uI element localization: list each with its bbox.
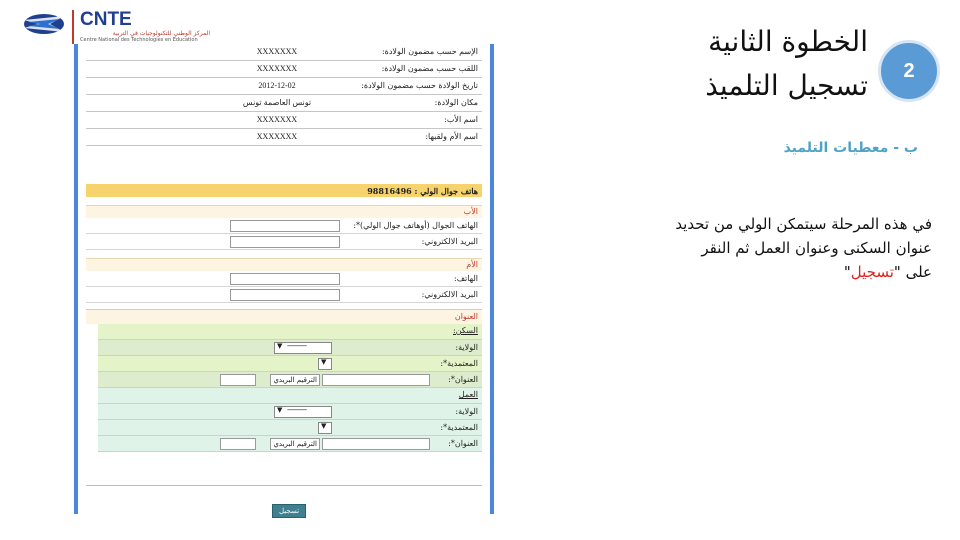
home-delegation-label: المعتمدية*: bbox=[440, 359, 478, 368]
father-section-heading bbox=[86, 205, 482, 218]
guardian-phone-text: هاتف جوال الولي : 98816496 bbox=[367, 186, 478, 196]
work-zip-input[interactable] bbox=[220, 438, 256, 450]
info-row-last-name bbox=[86, 61, 482, 78]
home-zip-label: الترقيم البريدي bbox=[270, 374, 320, 386]
father-mobile-input[interactable] bbox=[230, 220, 340, 232]
address-section-heading bbox=[86, 309, 482, 324]
info-label: اسم الأب: bbox=[444, 115, 478, 124]
work-label: العمل bbox=[458, 390, 478, 399]
mother-phone-input[interactable] bbox=[230, 273, 340, 285]
address-heading-text: العنوان bbox=[454, 312, 478, 321]
info-label: الإسم حسب مضمون الولادة: bbox=[381, 47, 478, 56]
instruction-text-part1: في هذه المرحلة سيتمكن الولي من تحديد عنوان السكنى وعنوان العمل ثم النقر على " bbox=[675, 215, 932, 281]
mother-phone-row bbox=[86, 271, 482, 287]
work-state-row bbox=[98, 404, 482, 420]
father-email-row bbox=[86, 234, 482, 250]
chevron-down-icon: ▼ bbox=[277, 342, 283, 350]
step-number-badge: 2 bbox=[878, 40, 940, 102]
cnte-emblem-icon bbox=[20, 10, 68, 38]
home-delegation-row bbox=[98, 356, 482, 372]
info-value: XXXXXXX bbox=[256, 115, 298, 124]
work-state-label: الولاية: bbox=[455, 407, 478, 416]
instruction-highlight: تسجيل bbox=[850, 263, 894, 281]
home-zip-input[interactable] bbox=[220, 374, 256, 386]
home-delegation-select[interactable] bbox=[318, 358, 332, 370]
work-address-input[interactable] bbox=[322, 438, 430, 450]
work-address-row bbox=[98, 436, 482, 452]
work-address-label: العنوان*: bbox=[448, 439, 478, 448]
mother-email-row bbox=[86, 287, 482, 303]
home-state-select[interactable] bbox=[274, 342, 332, 354]
info-value: تونس العاصمة تونس bbox=[242, 98, 312, 107]
father-email-label: البريد الالكتروني: bbox=[421, 237, 478, 246]
registration-form-frame bbox=[74, 44, 494, 514]
info-row-birth-place bbox=[86, 95, 482, 112]
logo-subtitle-fr: Centre National des Technologies en Education bbox=[80, 37, 198, 43]
select-placeholder: -------------- bbox=[287, 406, 307, 414]
chevron-down-icon: ▼ bbox=[321, 358, 327, 366]
mother-section-heading bbox=[86, 258, 482, 271]
step-title-line1: الخطوة الثانية bbox=[708, 25, 868, 58]
mother-email-input[interactable] bbox=[230, 289, 340, 301]
chevron-down-icon: ▼ bbox=[277, 406, 283, 414]
step-title-line2: تسجيل التلميذ bbox=[705, 69, 868, 102]
instruction-text bbox=[672, 212, 932, 284]
home-state-label: الولاية: bbox=[455, 343, 478, 352]
register-button[interactable]: تسجيل bbox=[272, 504, 306, 518]
home-address-row bbox=[98, 372, 482, 388]
work-zip-label: الترقيم البريدي bbox=[270, 438, 320, 450]
chevron-down-icon: ▼ bbox=[321, 422, 327, 430]
logo-divider bbox=[72, 10, 74, 44]
cnte-logo bbox=[20, 10, 210, 44]
work-delegation-select[interactable] bbox=[318, 422, 332, 434]
form-divider bbox=[86, 485, 482, 486]
work-delegation-row bbox=[98, 420, 482, 436]
section-subtitle: ب - معطيات التلميذ bbox=[783, 140, 918, 156]
father-email-input[interactable] bbox=[230, 236, 340, 248]
work-address-subheading bbox=[98, 388, 482, 404]
mother-phone-label: الهاتف: bbox=[454, 274, 478, 283]
info-value: 2012-12-02 bbox=[258, 81, 296, 90]
home-state-row bbox=[98, 340, 482, 356]
home-address-label: العنوان*: bbox=[448, 375, 478, 384]
mother-email-label: البريد الالكتروني: bbox=[421, 290, 478, 299]
info-value: XXXXXXX bbox=[256, 47, 298, 56]
info-row-birth-date bbox=[86, 78, 482, 95]
work-state-select[interactable] bbox=[274, 406, 332, 418]
home-label: السكن: bbox=[453, 326, 478, 335]
mother-heading-text: الأم bbox=[466, 260, 478, 269]
info-label: مكان الولادة: bbox=[434, 98, 478, 107]
info-row-mother-name bbox=[86, 129, 482, 146]
home-address-subheading bbox=[98, 324, 482, 340]
logo-brand: CNTE bbox=[80, 9, 132, 30]
father-heading-text: الأب bbox=[463, 207, 478, 216]
info-label: اللقب حسب مضمون الولادة: bbox=[381, 64, 478, 73]
info-value: XXXXXXX bbox=[256, 64, 298, 73]
father-mobile-row bbox=[86, 218, 482, 234]
info-label: اسم الأم ولقبها: bbox=[425, 132, 478, 141]
info-row-father-name bbox=[86, 112, 482, 129]
select-placeholder: -------------- bbox=[287, 342, 307, 350]
registration-form bbox=[86, 44, 482, 514]
home-address-input[interactable] bbox=[322, 374, 430, 386]
instruction-text-part2: " bbox=[843, 263, 851, 281]
guardian-phone-bar bbox=[86, 184, 482, 197]
info-label: تاريخ الولادة حسب مضمون الولادة: bbox=[361, 81, 478, 90]
father-mobile-label: الهاتف الجوال (أوهاتف جوال الولي)*: bbox=[353, 221, 478, 230]
step-title bbox=[705, 20, 868, 108]
work-delegation-label: المعتمدية*: bbox=[440, 423, 478, 432]
info-row-first-name bbox=[86, 44, 482, 61]
logo-subtitle-ar: المركز الوطني للتكنولوجيات في التربية bbox=[112, 30, 210, 37]
info-value: XXXXXXX bbox=[256, 132, 298, 141]
